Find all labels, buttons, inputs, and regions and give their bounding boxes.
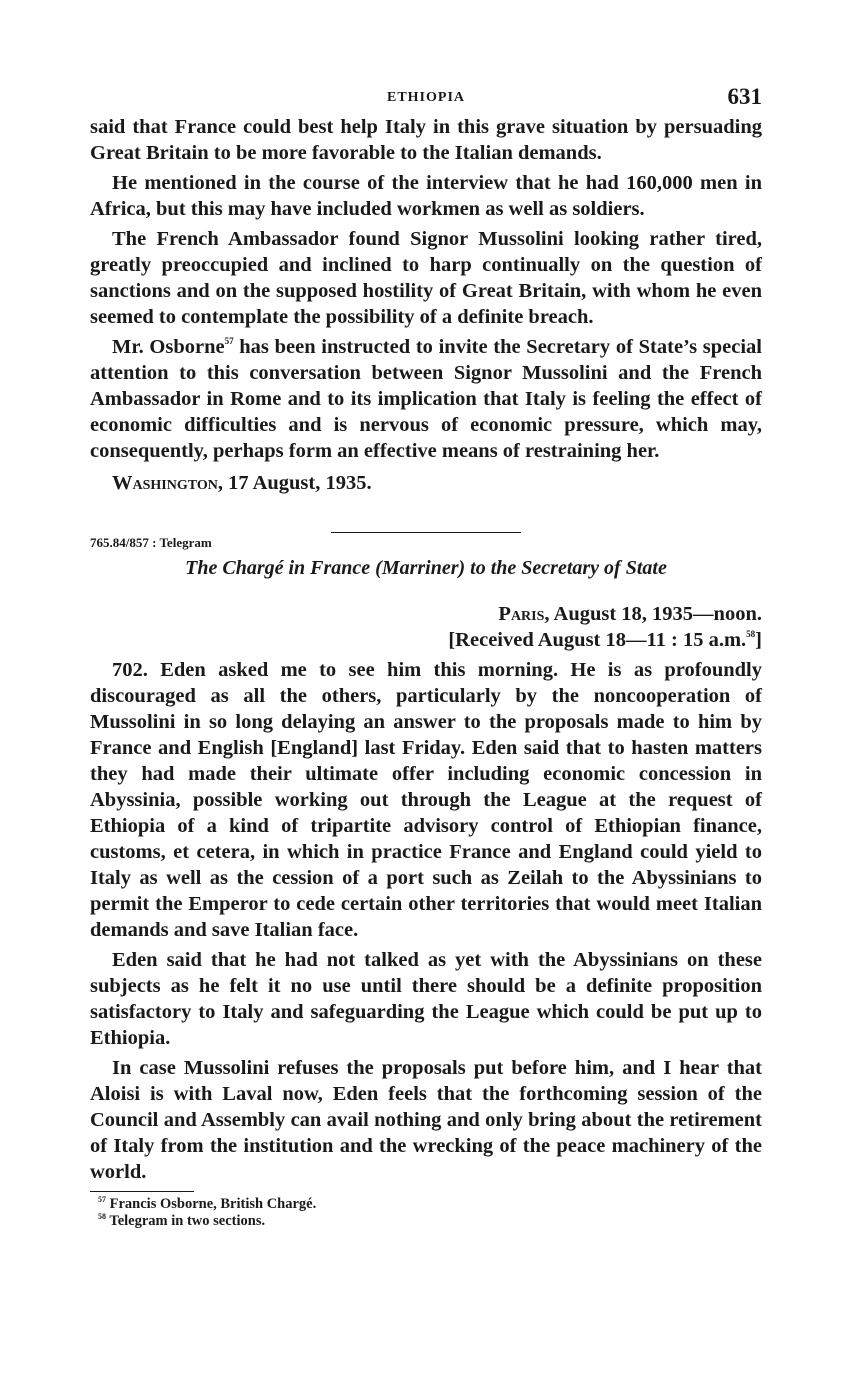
footnote-rule xyxy=(90,1191,194,1192)
telegram-paragraph: 702. Eden asked me to see him this morning. He is as profoundly discouraged as all the others, particularly by the noncooperation of Mussolini in so long delaying an answer to the proposals made to him by France and English [England] last Friday. Eden said that to hasten matters they had made their ultimate offer including economic concession in Abyssinia, possible working out through the League at the request of Ethiopia of a kind of tripartite advisory control of Ethiopian finance, customs, et cetera, in which in practice France and England could yield to Italy as well as the cession of a port such as Zeilah to the Abyssinians to permit the Emperor to cede certain other territories that would meet Italian demands and save Italian face. xyxy=(90,659,762,941)
sent-date: , August 18, 1935—noon. xyxy=(544,603,762,625)
document-page xyxy=(90,84,762,1230)
footnotes xyxy=(90,1196,762,1230)
page-number: 631 xyxy=(727,84,762,109)
telegram-header xyxy=(90,601,762,653)
footnote-58 xyxy=(90,1213,762,1230)
telegram-paragraph: Eden said that he had not talked as yet with the Abyssinians on these subjects as he felt it no use until there should be a definite proposition satisfactory to Italy and safeguarding the League which could be put up to Ethiopia. xyxy=(90,949,762,1049)
dateline xyxy=(90,470,762,496)
paragraph-continued: said that France could best help Italy in this grave situation by persuading Great Britain to be more favorable to the Italian demands. xyxy=(90,116,762,164)
paragraph-ambassador: The French Ambassador found Signor Mussolini looking rather tired, greatly preoccupied and inclined to harp continually on the question of sanctions and on the supposed hostility of Great Britain, with whom he even seemed to contemplate the possibility of a definite breach. xyxy=(90,228,762,328)
telegram-paragraph: In case Mussolini refuses the proposals put before him, and I hear that Aloisi is with Laval now, Eden feels that the forthcoming session of the Council and Assembly can avail nothing and only bring about the retirement of Italy from the institution and the wrecking of the peace machinery of the world. xyxy=(90,1057,762,1183)
running-head xyxy=(90,84,762,114)
paragraph-osborne-start: Mr. Osborne xyxy=(112,336,225,358)
section-divider xyxy=(331,532,521,533)
footnote-text: Telegram in two sections. xyxy=(109,1213,266,1229)
sent-place: Paris xyxy=(498,603,545,625)
dateline-date: , 17 August, 1935. xyxy=(217,472,372,494)
file-reference: 765.84/857 : Telegram xyxy=(90,535,212,550)
running-title: ETHIOPIA xyxy=(386,90,465,105)
received-text: [Received August 18—11 : 15 a.m. xyxy=(448,629,747,651)
paragraph-troops: He mentioned in the course of the interview that he had 160,000 men in Africa, but this may have included workmen as well as soldiers. xyxy=(90,172,762,220)
received-line xyxy=(90,627,762,653)
footnote-57 xyxy=(90,1196,762,1213)
sent-line xyxy=(90,601,762,627)
paragraph-osborne xyxy=(90,334,762,464)
footnote-ref-58: 58 xyxy=(746,629,756,639)
footnote-mark: 58 xyxy=(98,1212,106,1221)
dateline-place: Washington xyxy=(112,472,218,494)
document-title: The Chargé in France (Marriner) to the Secretary of State xyxy=(185,557,667,579)
footnote-ref-57: 57 xyxy=(224,336,234,346)
received-close: ] xyxy=(755,629,762,651)
footnote-text: Francis Osborne, British Chargé. xyxy=(109,1196,317,1212)
paragraph-osborne-rest: has been instructed to invite the Secretary of State’s special attention to this conversation between Signor Mussolini and the French Ambassador in Rome and to its implication that Italy is feeling the effect of economic difficulties and is nervous of economic pressure, which may, consequently, perhaps form an effective means of restraining her. xyxy=(90,336,763,462)
telegram-body xyxy=(90,657,762,1185)
footnote-mark: 57 xyxy=(98,1195,106,1204)
